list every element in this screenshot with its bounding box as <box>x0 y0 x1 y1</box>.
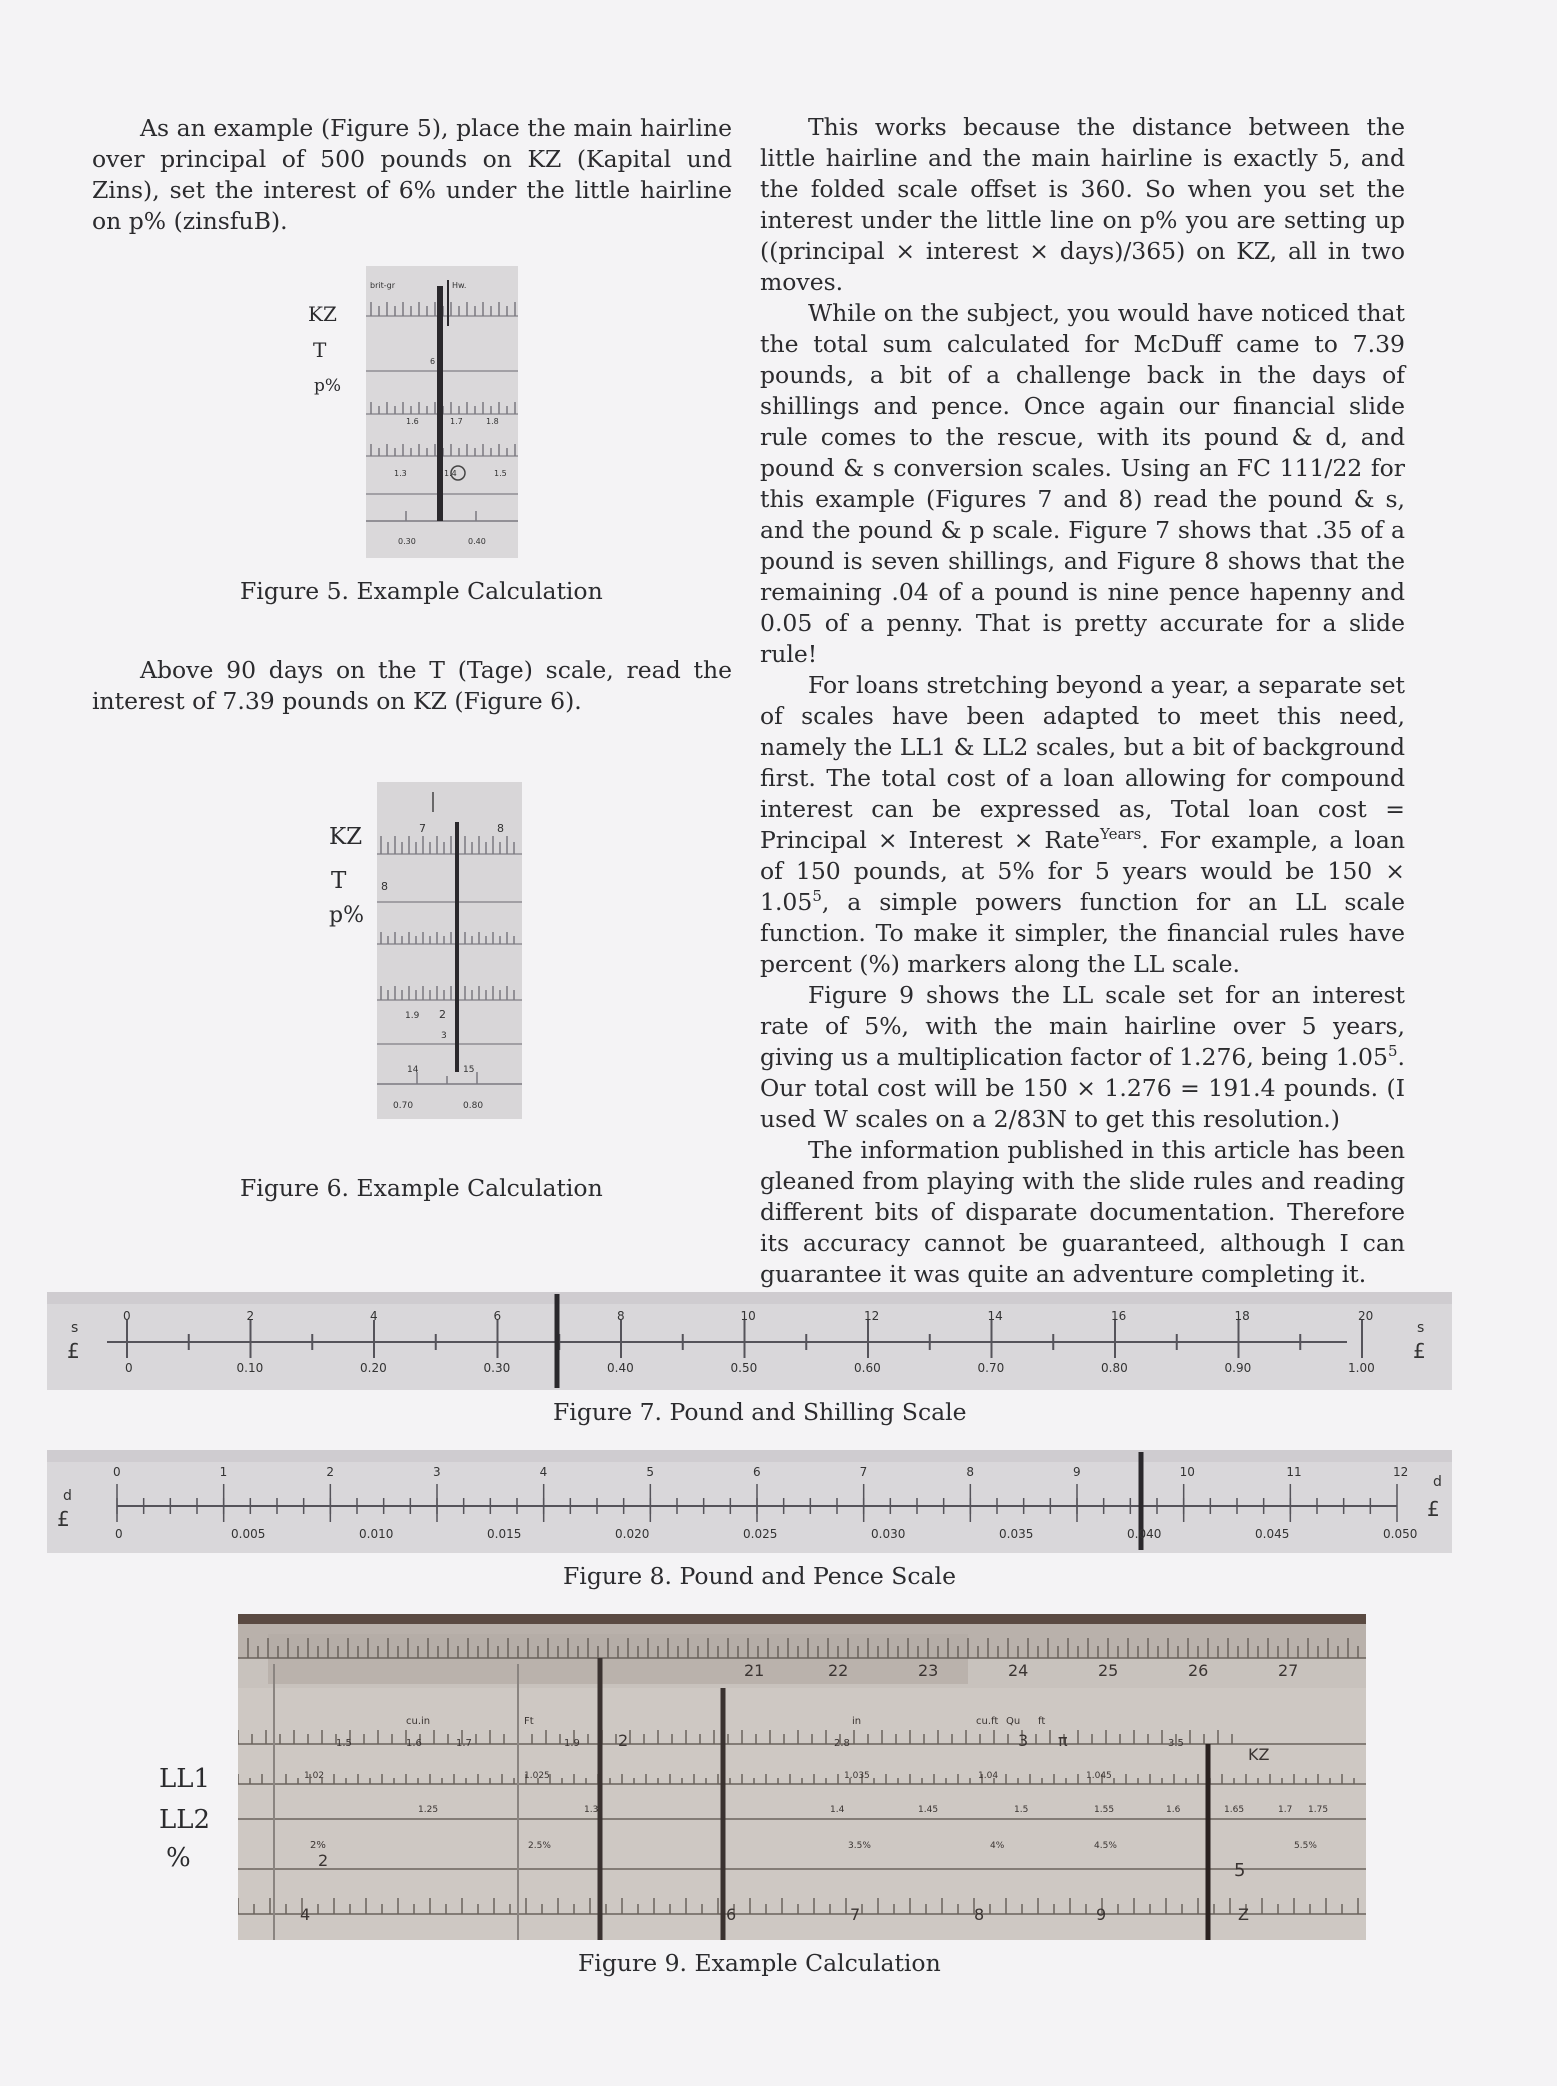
left-column <box>92 113 732 237</box>
figure5-mark-6: 6 <box>430 357 436 366</box>
figure5-slide-rule-image <box>366 266 518 558</box>
loans-text-a: For loans stretching beyond a year, a separate set of scales have been adapted to meet this need, namely the LL1 & LL2 scales, but a bit of background first. The total cost of a loan allowing for compound interest can be expressed as, Total loan cost = Principal × Interest × Rate <box>760 671 1405 854</box>
figure9-mark-4-5pct: 4.5% <box>1094 1841 1117 1851</box>
left-column-2 <box>92 655 732 717</box>
figure9-mark-4pct: 4% <box>990 1841 1005 1851</box>
figure8-pence-label: 8 <box>966 1465 974 1479</box>
figure5-label-kz: KZ <box>308 302 337 326</box>
figure6-mark-1-9: 1.9 <box>405 1011 420 1021</box>
figure9-mark-z: Z <box>1238 1905 1249 1924</box>
figure9-text-a: Figure 9 shows the LL scale set for an interest rate of 5%, with the main hairline over 5 years, giving us a multiplication factor of 1.276, being 1.05 <box>760 981 1405 1071</box>
figure8-pence-label: 9 <box>1073 1465 1081 1479</box>
figure9-label-percent: % <box>166 1843 191 1873</box>
figure9-mark-kz: KZ <box>1248 1745 1270 1764</box>
paragraph-shillings: While on the subject, you would have noticed that the total sum calculated for McDuff came to 7.39 pounds, a bit of a challenge back in the days of shillings and pence. Once again our financial slide rule comes to the rescue, with its pound & d, and pound & s conversion scales. Using an FC 111/22 for this example (Figures 7 and 8) read the pound & s, and the pound & p scale. Figure 7 shows that .35 of a pound is seven shillings, and Figure 8 shows that the remaining .04 of a pound is nine pence hapenny and 0.05 of a penny. That is pretty accurate for a slide rule! <box>760 299 1405 668</box>
figure9-mark-1-55: 1.55 <box>1094 1805 1115 1815</box>
figure9-mark-1-5: 1.5 <box>336 1738 352 1749</box>
figure5-mark-1-3: 1.3 <box>394 469 407 478</box>
figure9-mark-1-6b: 1.6 <box>1166 1805 1181 1815</box>
figure9-mark-5-5pct: 5.5% <box>1294 1841 1317 1851</box>
figure5-mark-0-40: 0.40 <box>468 537 486 546</box>
figure9-ll-scale-image <box>238 1614 1366 1940</box>
loans-superscript-years: Years <box>1099 825 1142 844</box>
figure8-pence-label: 10 <box>1179 1465 1195 1479</box>
figure9-top-25: 25 <box>1098 1661 1119 1680</box>
figure6-mark-8: 8 <box>381 880 388 893</box>
figure7-pound-label: 0.80 <box>1101 1361 1128 1375</box>
figure6-mark-7: 7 <box>419 822 426 835</box>
figure9-superscript-5: 5 <box>1387 1042 1398 1061</box>
figure8-pence-label: 0 <box>113 1465 121 1479</box>
figure8-pound-label: 0.040 <box>1127 1527 1162 1541</box>
figure8-pence-label: 2 <box>326 1465 334 1479</box>
figure9-mark-1-7: 1.7 <box>456 1738 472 1749</box>
figure-5 <box>290 262 530 562</box>
figure9-mark-1-25: 1.25 <box>418 1805 439 1815</box>
figure9-mark-3-5: 3.5 <box>1168 1738 1184 1749</box>
figure7-pound-label: 0.60 <box>854 1361 881 1375</box>
figure6-label-t: T <box>331 868 347 894</box>
figure7-pound-label: 0.30 <box>483 1361 511 1375</box>
figure9-text-b: . Our total cost will be 150 × 1.276 = 191.4 pounds. (I used W scales on a 2/83N to get this resolution.) <box>760 1043 1405 1133</box>
figure8-pound-pence-scale <box>47 1450 1452 1553</box>
figure7-left-pound: £ <box>67 1339 80 1363</box>
figure9-mark-cuin: cu.in <box>406 1716 431 1727</box>
figure9-top-21: 21 <box>744 1661 765 1680</box>
figure9-mark-1-45: 1.45 <box>918 1805 939 1815</box>
figure5-mark-1-7: 1.7 <box>450 417 463 426</box>
figure9-label-ll2: LL2 <box>159 1805 211 1835</box>
figure5-mark-0-30: 0.30 <box>398 537 416 546</box>
figure5-label-t: T <box>313 338 327 362</box>
figure9-mark-3: 3 <box>1018 1731 1029 1750</box>
figure6-slide-rule-image <box>377 782 522 1119</box>
figure9-mark-cuft: cu.ft <box>976 1716 999 1727</box>
paragraph-loans <box>760 670 1405 980</box>
figure8-pence-label: 4 <box>539 1465 548 1479</box>
figure7-shilling-label: 12 <box>864 1309 880 1323</box>
paragraph-figure5-intro: As an example (Figure 5), place the main hairline over principal of 500 pounds on KZ (Kapital und Zins), set the interest of 6% under the little hairline on p% (zinsfuB). <box>92 114 732 235</box>
figure9-mark-in: in <box>852 1716 862 1727</box>
figure9-mark-1-9: 1.9 <box>564 1738 580 1749</box>
figure9-mark-3-5pct: 3.5% <box>848 1841 871 1851</box>
figure6-mark-0-70: 0.70 <box>393 1101 414 1111</box>
figure7-pound-label: 0.40 <box>607 1361 634 1375</box>
figure9-mark-4: 4 <box>300 1905 311 1924</box>
figure9-mark-1-025: 1.025 <box>524 1771 550 1781</box>
figure9-mark-1-035: 1.035 <box>844 1771 870 1781</box>
loans-superscript-5: 5 <box>812 887 822 906</box>
figure7-shilling-label: 14 <box>987 1309 1003 1323</box>
figure9-mark-pi: π <box>1058 1731 1068 1750</box>
figure7-right-s: s <box>1417 1320 1425 1336</box>
figure9-mark-9: 9 <box>1096 1905 1107 1924</box>
figure9-mark-1-7b: 1.7 <box>1278 1805 1293 1815</box>
figure8-caption: Figure 8. Pound and Pence Scale <box>563 1562 956 1590</box>
figure8-pence-label: 6 <box>753 1465 761 1479</box>
figure9-mark-1-3: 1.3 <box>584 1805 599 1815</box>
figure9-mark-7: 7 <box>850 1905 861 1924</box>
figure9-mark-ft: Ft <box>524 1716 534 1727</box>
figure8-left-d: d <box>63 1488 72 1504</box>
figure7-left-s: s <box>71 1320 79 1336</box>
figure7-caption: Figure 7. Pound and Shilling Scale <box>553 1398 967 1426</box>
paragraph-hairline: This works because the distance between the little hairline and the main hairline is exactly 5, and the folded scale offset is 360. So when you set the interest under the little line on p% you are setting up ((principal × interest × days)/365) on KZ, all in two moves. <box>760 113 1405 296</box>
figure8-pence-label: 3 <box>433 1465 441 1479</box>
figure8-pound-label: 0.050 <box>1383 1527 1418 1541</box>
figure9-mark-1-045: 1.045 <box>1086 1771 1112 1781</box>
figure6-mark-2: 2 <box>439 1008 446 1021</box>
figure5-mark-1-6: 1.6 <box>406 417 419 426</box>
figure9-caption: Figure 9. Example Calculation <box>578 1949 941 1977</box>
figure8-right-pound: £ <box>1427 1497 1440 1521</box>
figure7-shilling-label: 16 <box>1111 1309 1127 1323</box>
figure5-mark-1-8: 1.8 <box>486 417 499 426</box>
figure7-pound-label: 1.00 <box>1348 1361 1375 1375</box>
figure7-pound-shilling-scale <box>47 1292 1452 1390</box>
figure6-mark-3: 3 <box>441 1031 447 1041</box>
figure9-mark-1-5b: 1.5 <box>1014 1805 1029 1815</box>
figure9-top-24: 24 <box>1008 1661 1029 1680</box>
figure-6 <box>325 778 525 1123</box>
figure9-mark-ft2: ft <box>1038 1716 1046 1727</box>
figure8-pound-label: 0.035 <box>999 1527 1034 1541</box>
figure7-shilling-label: 18 <box>1234 1309 1250 1323</box>
figure8-left-pound: £ <box>57 1507 70 1531</box>
figure6-mark-14: 14 <box>407 1065 419 1075</box>
figure9-mark-5: 5 <box>1234 1860 1246 1881</box>
figure8-pence-label: 1 <box>219 1465 228 1479</box>
figure8-pound-label: 0.030 <box>871 1527 906 1541</box>
figure5-mark-1-4: 1.4 <box>444 469 457 478</box>
figure7-shilling-label: 4 <box>370 1309 378 1323</box>
loans-text-b: . For example, a loan of 150 pounds, at 5% for 5 years would be 150 × 1.05 <box>760 826 1406 916</box>
figure5-mark-hw: Hw. <box>452 281 467 290</box>
figure8-pound-label: 0.015 <box>487 1527 522 1541</box>
figure7-pound-label: 0.20 <box>360 1361 387 1375</box>
figure8-pence-label: 7 <box>859 1465 868 1479</box>
figure7-pound-label: 0.10 <box>236 1361 264 1375</box>
figure8-pence-label: 5 <box>646 1465 654 1479</box>
figure6-mark-0-80: 0.80 <box>463 1101 484 1111</box>
figure7-shilling-label: 0 <box>123 1309 131 1323</box>
figure6-caption: Figure 6. Example Calculation <box>240 1174 603 1202</box>
right-column <box>760 112 1405 1290</box>
figure9-mark-6: 6 <box>726 1905 737 1924</box>
figure9-mark-8: 8 <box>974 1905 985 1924</box>
figure9-mark-2-8: 2.8 <box>834 1738 850 1749</box>
figure5-label-p: p% <box>314 376 342 396</box>
figure6-label-p: p% <box>329 903 364 928</box>
paragraph-disclaimer: The information published in this article has been gleaned from playing with the slide rules and reading different bits of disparate documentation. Therefore its accuracy cannot be guaranteed, although I can guarantee it was quite an adventure completing it. <box>760 1136 1405 1288</box>
figure7-shilling-label: 10 <box>740 1309 756 1323</box>
figure8-pound-label: 0.005 <box>231 1527 266 1541</box>
figure7-pound-label: 0.70 <box>977 1361 1005 1375</box>
figure9-mark-2b: 2 <box>318 1851 329 1870</box>
figure5-mark-brit: brit-gr <box>370 281 395 290</box>
figure9-mark-2-5pct: 2.5% <box>528 1841 551 1851</box>
figure9-mark-1-75: 1.75 <box>1308 1805 1329 1815</box>
figure7-pound-label: 0.90 <box>1224 1361 1252 1375</box>
figure7-shilling-label: 6 <box>493 1309 502 1323</box>
figure9-top-27: 27 <box>1278 1661 1299 1680</box>
figure8-pound-label: 0 <box>115 1527 123 1541</box>
figure6-mark-8-top: 8 <box>497 822 504 835</box>
figure9-top-26: 26 <box>1188 1661 1209 1680</box>
figure7-pound-label: 0 <box>125 1361 133 1375</box>
figure9-mark-1-4: 1.4 <box>830 1805 845 1815</box>
paragraph-figure9 <box>760 980 1405 1135</box>
figure8-pence-label: 11 <box>1286 1465 1302 1479</box>
figure9-mark-2: 2 <box>618 1731 629 1750</box>
paragraph-figure6-intro: Above 90 days on the T (Tage) scale, read the interest of 7.39 pounds on KZ (Figure 6). <box>92 656 732 715</box>
figure9-mark-1-6: 1.6 <box>406 1738 422 1749</box>
figure8-pence-label: 12 <box>1393 1465 1409 1479</box>
figure9-mark-1-65: 1.65 <box>1224 1805 1245 1815</box>
figure7-shilling-label: 20 <box>1358 1309 1374 1323</box>
figure9-mark-1-04: 1.04 <box>978 1771 999 1781</box>
figure7-shilling-label: 2 <box>246 1309 255 1323</box>
figure8-pound-label: 0.010 <box>359 1527 394 1541</box>
figure8-right-d: d <box>1433 1474 1442 1490</box>
figure9-mark-qu: Qu <box>1006 1716 1021 1727</box>
figure6-label-kz: KZ <box>329 824 363 850</box>
figure7-pound-label: 0.50 <box>730 1361 758 1375</box>
figure6-mark-15: 15 <box>463 1065 475 1075</box>
figure9-top-23: 23 <box>918 1661 939 1680</box>
figure8-pound-label: 0.025 <box>743 1527 778 1541</box>
figure7-shilling-label: 8 <box>617 1309 625 1323</box>
figure8-pound-label: 0.020 <box>615 1527 650 1541</box>
figure9-top-22: 22 <box>828 1661 849 1680</box>
figure9-label-ll1: LL1 <box>159 1764 211 1794</box>
figure7-right-pound: £ <box>1413 1339 1426 1363</box>
figure9-mark-1-02: 1.02 <box>304 1771 325 1781</box>
figure8-pound-label: 0.045 <box>1255 1527 1290 1541</box>
figure9-mark-2pct: 2% <box>310 1840 326 1851</box>
figure5-caption: Figure 5. Example Calculation <box>240 577 603 605</box>
loans-text-c: , a simple powers function for an LL scale function. To make it simpler, the financial rules have percent (%) markers along the LL scale. <box>760 888 1405 978</box>
figure5-mark-1-5: 1.5 <box>494 469 507 478</box>
